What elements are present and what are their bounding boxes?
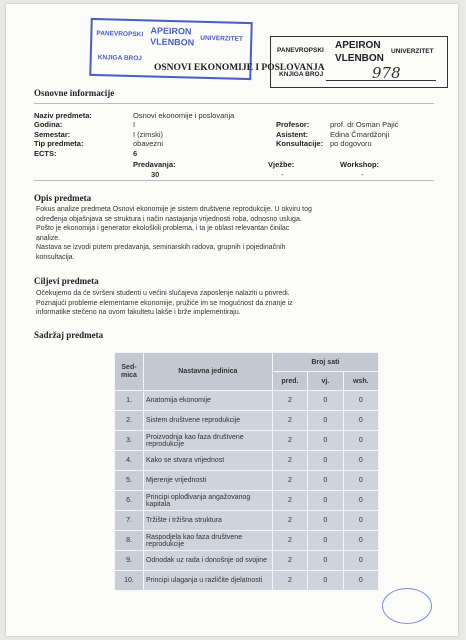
pred-cell: 2 xyxy=(272,451,307,471)
vj-cell: 0 xyxy=(308,451,343,471)
week-cell: 8. xyxy=(115,531,144,551)
pred-cell: 2 xyxy=(272,531,307,551)
vj-cell: 0 xyxy=(308,411,343,431)
wsh-cell: 0 xyxy=(343,411,378,431)
pred-cell: 2 xyxy=(272,491,307,511)
unit-cell: Odnodak uz rada i donošnje od svojine xyxy=(143,551,272,571)
unit-cell: Principi oplođivanja angažovanog kapitala xyxy=(143,491,272,511)
week-cell: 1. xyxy=(115,391,144,411)
value-profesor: prof. dr Osman Pajić xyxy=(330,120,399,129)
text-line: konsultacija. xyxy=(36,253,75,261)
table-row xyxy=(115,411,379,431)
value-konsultacije: po dogovoru xyxy=(330,139,372,148)
label-asistent: Asistent: xyxy=(276,130,309,139)
vj-cell: 0 xyxy=(308,391,343,411)
opis-paragraph xyxy=(36,205,431,262)
pred-cell: 2 xyxy=(272,511,307,531)
vj-cell: 0 xyxy=(308,551,343,571)
table-row xyxy=(115,531,379,551)
value-workshop: - xyxy=(361,170,364,179)
text-line: Očekujemo da će svršeni studenti u većini slučajeva zaposlenje nalaziti u privredi. xyxy=(36,290,290,297)
label-predavanja: Predavanja: xyxy=(133,160,176,169)
unit-cell: Principi ulaganja u različite djelatnosti xyxy=(143,571,272,591)
unit-cell: Sistem društvene reprodukcije xyxy=(143,411,272,431)
stamp-text: VLENBON xyxy=(335,53,384,64)
wsh-cell: 0 xyxy=(343,491,378,511)
university-stamp-black xyxy=(270,36,448,88)
label-konsultacije: Konsultacije: xyxy=(276,139,324,148)
text-line: Nastava se izvodi putem predavanja, seminarskih radova, grupnih i pojedinačnih xyxy=(36,244,286,251)
unit-cell: Kako se stvara vrijednost xyxy=(143,451,272,471)
document-page xyxy=(6,4,458,636)
wsh-cell: 0 xyxy=(343,531,378,551)
wsh-cell: 0 xyxy=(343,451,378,471)
stamp-text: VLENBON xyxy=(150,36,195,48)
document-title: OSNOVI EKONOMIJE I POSLOVANJA xyxy=(154,63,325,73)
pred-cell: 2 xyxy=(272,411,307,431)
table-row xyxy=(115,571,379,591)
table-row xyxy=(115,471,379,491)
faculty-seal xyxy=(382,588,432,624)
label-vjezbe: Vježbe: xyxy=(268,160,295,169)
col-header-week: Sed- mica xyxy=(115,353,144,391)
pred-cell: 2 xyxy=(272,551,307,571)
pred-cell: 2 xyxy=(272,431,307,451)
content-table xyxy=(114,352,379,591)
stamp-text: UNIVERZITET xyxy=(391,48,434,55)
week-cell: 6. xyxy=(115,491,144,511)
value-godina: I xyxy=(133,120,136,129)
table-row xyxy=(115,491,379,511)
ciljevi-paragraph xyxy=(36,289,431,318)
table-row xyxy=(115,511,379,531)
text-line: Poznajući probleme elementarne ekonomije, pružiće im se mogućnost da znanje iz xyxy=(36,299,293,307)
text-line: određenja objašnjava se struktura i način nastajanja vrijednosti roba, odnosno usluga. xyxy=(36,215,302,223)
value-predavanja: 30 xyxy=(151,170,160,179)
col-header-pred: pred. xyxy=(272,372,307,391)
vj-cell: 0 xyxy=(308,511,343,531)
unit-cell: Anatomija ekonomije xyxy=(143,391,272,411)
stamp-text: UNIVERZITET xyxy=(200,34,243,43)
label-semestar: Semestar: xyxy=(34,130,71,139)
label-profesor: Profesor: xyxy=(276,120,310,129)
week-cell: 5. xyxy=(115,471,144,491)
table-row xyxy=(115,431,379,451)
wsh-cell: 0 xyxy=(343,551,378,571)
unit-cell: Raspodjela kao faza društvene reprodukcije xyxy=(143,531,272,551)
col-header-hours: Broj sati xyxy=(272,353,378,372)
col-header-wsh: wsh. xyxy=(343,372,378,391)
vj-cell: 0 xyxy=(308,491,343,511)
pred-cell: 2 xyxy=(272,391,307,411)
label-godina: Godina: xyxy=(34,120,63,129)
week-cell: 10. xyxy=(115,571,144,591)
label-naziv: Naziv predmeta: xyxy=(34,111,92,120)
stamp-number: 978 xyxy=(372,64,401,82)
value-asistent: Edina Čmardžonji xyxy=(330,130,390,139)
stamp-text: KNJIGA BROJ xyxy=(279,71,324,78)
wsh-cell: 0 xyxy=(343,511,378,531)
vj-cell: 0 xyxy=(308,571,343,591)
week-cell: 9. xyxy=(115,551,144,571)
week-cell: 2. xyxy=(115,411,144,431)
label-ects: ECTS: xyxy=(34,149,57,158)
wsh-cell: 0 xyxy=(343,571,378,591)
week-cell: 3. xyxy=(115,431,144,451)
section-heading-sadrzaj: Sadržaj predmeta xyxy=(34,330,104,340)
section-heading-basic: Osnovne informacije xyxy=(34,88,115,98)
unit-cell: Proizvodnja kao faza društvene reprodukcije xyxy=(143,431,272,451)
text-line: informatike stečeno na ovom fakultetu lakše i brže implementiraju. xyxy=(36,309,241,316)
week-cell: 7. xyxy=(115,511,144,531)
week-cell: 4. xyxy=(115,451,144,471)
table-row xyxy=(115,391,379,411)
stamp-text: KNJIGA BROJ xyxy=(97,54,143,63)
section-heading-opis: Opis predmeta xyxy=(34,193,92,203)
stamp-text: APEIRON xyxy=(335,40,381,51)
stamp-text: PANEVROPSKI xyxy=(277,47,324,54)
pred-cell: 2 xyxy=(272,571,307,591)
wsh-cell: 0 xyxy=(343,431,378,451)
section-heading-ciljevi: Ciljevi predmeta xyxy=(34,276,99,286)
divider xyxy=(34,180,434,181)
vj-cell: 0 xyxy=(308,471,343,491)
unit-cell: Tržište i tržišna struktura xyxy=(143,511,272,531)
table-row xyxy=(115,551,379,571)
label-tip: Tip predmeta: xyxy=(34,139,84,148)
stamp-text: PANEVROPSKI xyxy=(96,30,144,39)
wsh-cell: 0 xyxy=(343,471,378,491)
value-tip: obavezni xyxy=(133,139,164,148)
value-naziv: Osnovi ekonomije i poslovanja xyxy=(133,111,235,120)
col-header-unit: Nastavna jedinica xyxy=(143,353,272,391)
pred-cell: 2 xyxy=(272,471,307,491)
value-vjezbe: - xyxy=(281,170,284,179)
vj-cell: 0 xyxy=(308,431,343,451)
table-row xyxy=(115,451,379,471)
text-line: analize. xyxy=(36,234,61,242)
stamp-text: APEIRON xyxy=(150,25,192,37)
label-workshop: Workshop: xyxy=(340,160,380,169)
text-line: Pošto je ekonomija i generator ekološkili problema, i ta je oblast relevantan činilac xyxy=(36,225,290,232)
vj-cell: 0 xyxy=(308,531,343,551)
col-header-vj: vj. xyxy=(308,372,343,391)
unit-cell: Mjerenje vrijednosti xyxy=(143,471,272,491)
wsh-cell: 0 xyxy=(343,391,378,411)
text-line: Fokus analize predmeta Osnovi ekonomije je sistem društvene reprodukcije. U okviru tog xyxy=(36,206,312,213)
divider xyxy=(34,103,434,104)
value-semestar: I (zimski) xyxy=(133,130,163,139)
value-ects: 6 xyxy=(133,149,138,158)
